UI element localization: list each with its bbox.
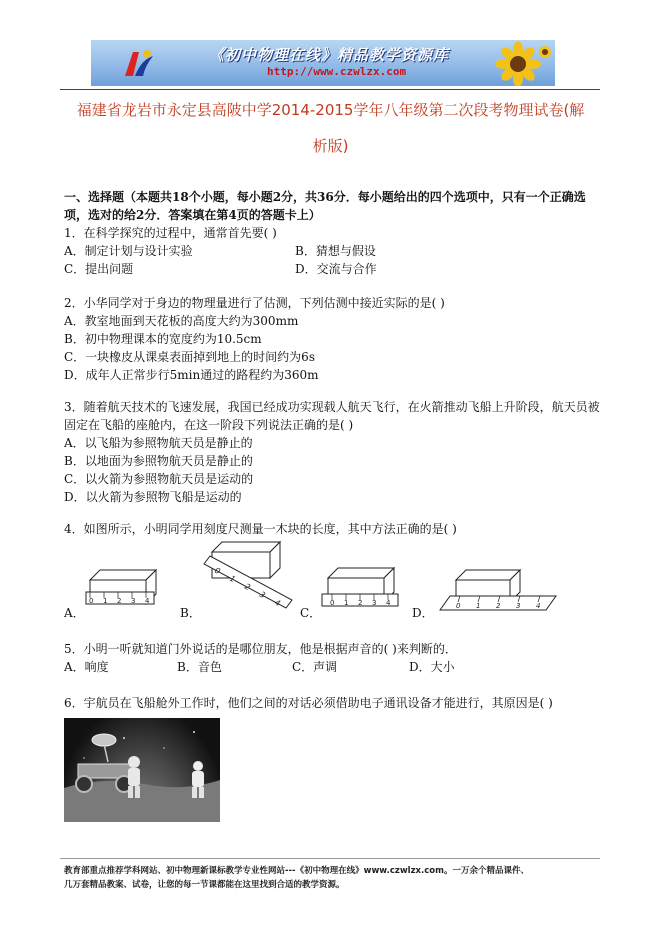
figure-a-tick-1: 1	[103, 597, 108, 605]
figure-a-label: A．	[64, 606, 85, 620]
figure-b-ruler-diagram	[200, 538, 296, 614]
astronaut-photo	[64, 718, 220, 822]
figure-a-tick-4: 4	[145, 597, 150, 605]
question-1-option-b: B．猜想与假设	[295, 244, 376, 258]
figure-c-tick-1: 1	[344, 599, 349, 607]
question-1-stem: 1．在科学探究的过程中，通常首先要( )	[64, 226, 277, 240]
question-5-option-b: B．音色	[177, 660, 222, 674]
figure-b-tick-1: 1	[228, 573, 237, 585]
figure-d-tick-0: 0	[456, 602, 461, 610]
question-1-option-a: A．制定计划与设计实验	[64, 244, 193, 258]
question-2-option-b: B．初中物理课本的宽度约为10.5cm	[64, 332, 262, 346]
figure-d-tick-2: 2	[496, 602, 501, 610]
header-rule	[60, 89, 600, 90]
section-heading-continued: 项，选对的给2分．答案填在第4页的答题卡上）	[64, 208, 321, 222]
sunflower-icon	[483, 42, 553, 86]
question-5-option-c: C．声调	[292, 660, 338, 674]
figure-c-label: C．	[300, 606, 322, 620]
figure-a-tick-3: 3	[131, 597, 136, 605]
question-4-stem: 4．如图所示，小明同学用刻度尺测量一木块的长度，其中方法正确的是( )	[64, 522, 457, 536]
document-title-continued: 析版)	[312, 137, 349, 155]
figure-a-tick-0: 0	[89, 597, 94, 605]
figure-b-tick-0: 0	[213, 565, 222, 577]
footer-text: 教育部重点推荐学科网站、初中物理新课标教学专业性网站---《初中物理在线》www.czwlzx.com。一万余个精品课件、	[64, 866, 529, 876]
question-3-option-a: A．以飞船为参照物航天员是静止的	[64, 436, 253, 450]
figure-c-tick-0: 0	[330, 599, 335, 607]
question-1-option-c: C．提出问题	[64, 262, 134, 276]
figure-b-label: B．	[180, 606, 201, 620]
question-1-option-d: D．交流与合作	[295, 262, 377, 276]
figure-a-tick-2: 2	[117, 597, 122, 605]
figure-c-tick-2: 2	[358, 599, 363, 607]
banner-title: 《初中物理在线》精品教学资源库	[209, 46, 450, 64]
figure-d-tick-3: 3	[516, 602, 521, 610]
header-banner	[91, 40, 555, 86]
figure-c-tick-3: 3	[372, 599, 377, 607]
section-heading: 一、选择题（本题共18个小题，每小题2分，共36分．每小题给出的四个选项中，只有一个正确选	[64, 190, 586, 204]
question-2-option-a: A．教室地面到天花板的高度大约为300mm	[64, 314, 299, 328]
footer-rule	[60, 858, 600, 859]
question-5-stem: 5．小明一听就知道门外说话的是哪位朋友，他是根据声音的( )来判断的．	[64, 642, 457, 656]
figure-b-tick-3: 3	[258, 589, 267, 601]
figure-d-tick-4: 4	[536, 602, 541, 610]
site-logo-icon	[121, 46, 157, 80]
document-title: 福建省龙岩市永定县高陂中学2014-2015学年八年级第二次段考物理试卷(解	[76, 101, 585, 119]
figure-c-ruler-diagram	[318, 564, 404, 612]
figure-d-ruler-diagram	[436, 566, 558, 612]
question-6-stem: 6．宇航员在飞船舱外工作时，他们之间的对话必须借助电子通讯设备才能进行，其原因是( )	[64, 696, 553, 710]
footer-text-continued: 几万套精品教案、试卷，让您的每一节课都能在这里找到合适的教学资源。	[64, 880, 345, 890]
figure-d-tick-1: 1	[476, 602, 481, 610]
question-2-option-c: C．一块橡皮从课桌表面掉到地上的时间约为6s	[64, 350, 315, 364]
question-3-option-b: B．以地面为参照物航天员是静止的	[64, 454, 253, 468]
question-3-stem: 3．随着航天技术的飞速发展，我国已经成功实现载人航天飞行，在火箭推动飞船上升阶段，航天员被	[64, 400, 600, 414]
question-5-option-a: A．响度	[64, 660, 109, 674]
banner-url[interactable]: http://www.czwlzx.com	[267, 65, 407, 78]
figure-b-tick-2: 2	[243, 581, 252, 593]
question-3-option-c: C．以火箭为参照物航天员是运动的	[64, 472, 254, 486]
figure-d-label: D．	[412, 606, 434, 620]
figure-a-ruler-diagram	[84, 566, 168, 610]
question-3-stem-continued: 固定在飞船的座舱内，在这一阶段下列说法正确的是( )	[64, 418, 354, 432]
lunar-rover-image-icon	[64, 718, 220, 822]
question-3-option-d: D．以火箭为参照物飞船是运动的	[64, 490, 242, 504]
figure-c-tick-4: 4	[386, 599, 391, 607]
question-2-option-d: D．成年人正常步行5min通过的路程约为360m	[64, 368, 319, 382]
figure-b-tick-4: 4	[273, 597, 282, 609]
question-5-option-d: D．大小	[409, 660, 455, 674]
question-2-stem: 2．小华同学对于身边的物理量进行了估测，下列估测中接近实际的是( )	[64, 296, 445, 310]
